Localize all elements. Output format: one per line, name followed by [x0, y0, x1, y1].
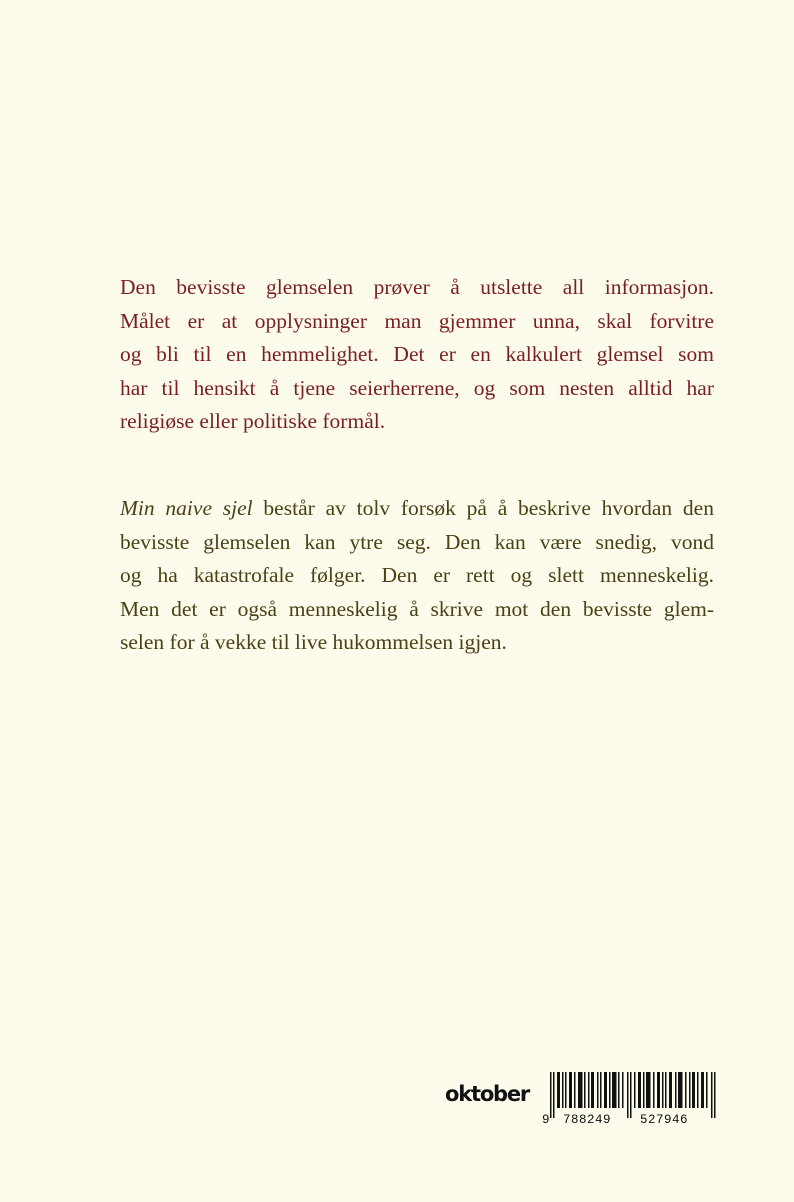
blurb-line: og ha katastrofale følger. Den er rett og slett menneskelig. [120, 563, 714, 587]
barcode-bars [550, 1072, 716, 1118]
blurb-line: Målet er at opplysninger man gjemmer unna, skal forvitre [120, 308, 714, 333]
barcode-left-group: 788249 [563, 1113, 612, 1127]
blurb-line [120, 492, 714, 526]
blurb-line: Den bevisste glemselen prøver å utslette all informasjon. [120, 275, 714, 299]
blurb-line: har til hensikt å tjene seierherrene, og som nesten alltid har [120, 375, 714, 400]
blurb-paragraph-2 [120, 492, 714, 660]
book-title: Min naive sjel [120, 496, 253, 520]
barcode-first-digit: 9 [542, 1113, 551, 1127]
barcode-right-group: 527946 [640, 1113, 689, 1127]
blurb-line: Men det er også menneskelig å skrive mot den bevisste glem- [120, 596, 714, 621]
blurb-paragraph-1 [120, 271, 714, 439]
blurb-line: selen for å vekke til live hukommelsen igjen. [120, 630, 507, 654]
blurb-line: og bli til en hemmelighet. Det er en kalkulert glemsel som [120, 342, 714, 366]
publisher-logo: oktober [445, 1082, 530, 1106]
blurb-line: bevisste glemselen kan ytre seg. Den kan være snedig, vond [120, 529, 714, 554]
blurb-line-text: består av tolv forsøk på å beskrive hvordan den [252, 496, 714, 520]
blurb-line: religiøse eller politiske formål. [120, 409, 386, 433]
isbn-barcode [542, 1072, 716, 1128]
